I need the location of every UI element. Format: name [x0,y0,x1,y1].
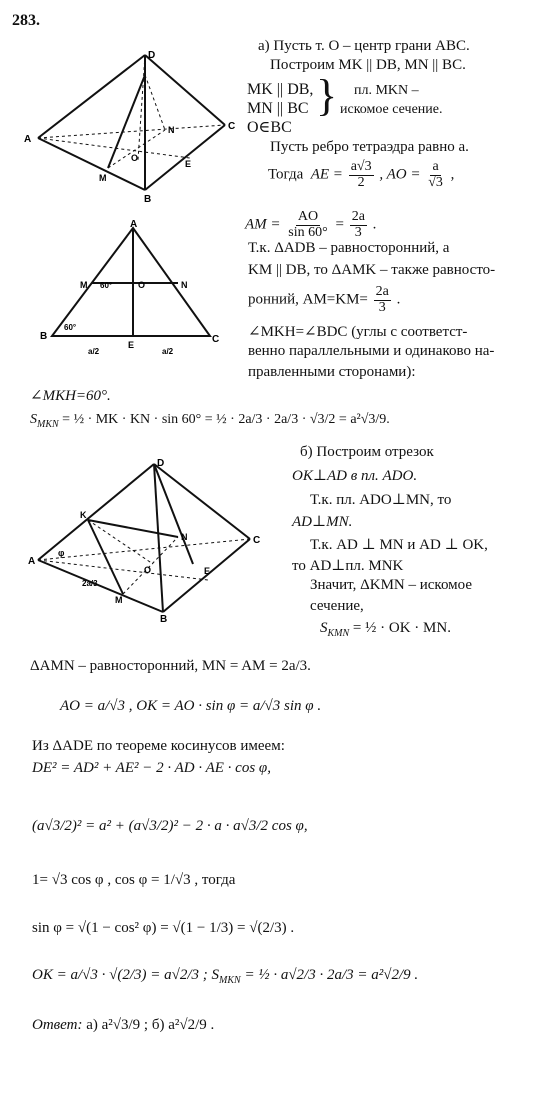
area-formula-kmn: $S_{KMN}$ = ½ · OK · MN. [320,620,451,639]
cosine-law: DE² = AD² + AE² − 2 · AD · AE · cos φ, [32,760,271,776]
cosine-title: Из ΔADE по теореме косинусов имеем: [32,738,285,754]
label-N: N [181,532,188,542]
angle-line1: ∠MKH=∠BDC (углы с соответст- [248,324,468,340]
system-conditions: MK || DB, MN || BC O∈BC [247,81,314,136]
label-M: M [80,280,88,290]
label-O: O [138,280,146,290]
label-E: E [128,340,135,350]
label-O: O [144,565,152,575]
answer-label: Ответ: [32,1017,83,1033]
angle-label-1: 60° [100,281,113,290]
fraction-label-2: a/2 [162,347,174,356]
label-O: O [131,153,139,163]
part-a-line3: Пусть ребро тетраэдра равно a. [270,139,469,155]
label-C: C [228,121,236,132]
part-b-line1: б) Построим отрезок [300,444,434,460]
label-M: M [99,173,107,183]
label-M: M [115,595,123,605]
cosine-substitution: (a√3/2)² = a² + (a√3/2)² − 2 · a · a√3/2 cos φ, [32,818,308,834]
label-E: E [204,566,211,576]
figure-tetrahedron-a [20,40,245,205]
label-C: C [212,334,220,345]
system-result: пл. MKN – искомое сечение. [340,83,443,117]
angle-label-2: 60° [64,323,77,332]
am-formula: AM = $\frac{AO}{\sin 60^\circ}$ = $\frac{2a}{3}$ . [245,209,377,240]
fraction-label-1: a/2 [88,347,100,356]
part-b-line2: OK⊥AD в пл. ADO. [292,468,418,484]
part-b-line7: Значит, ΔKMN – искомое [310,577,473,593]
label-C: C [253,535,261,546]
label-A: A [28,556,36,567]
problem-number: 283. [12,12,40,29]
tk-line3: ронний, AM=KM= $\frac{2a}{3}$ . [248,284,401,315]
label-N: N [168,125,175,135]
tk-line1: Т.к. ΔADB – равносторонний, а [248,240,450,256]
label-D: D [148,50,156,61]
label-B: B [40,331,48,342]
fraction-label: 2a/3 [82,579,98,588]
angle-line2: венно параллельными и одинаково на- [248,343,495,359]
figure-tetrahedron-b [28,452,273,622]
part-b-line8: сечение, [310,598,364,614]
part-b-line3: Т.к. пл. ADO⊥MN, то [310,492,452,508]
part-b-line4: AD⊥MN. [292,514,353,530]
label-B: B [144,194,152,205]
tk-line2: KM || DB, то ΔAMK – также равносто- [248,262,496,278]
label-D: D [157,458,165,469]
part-a-line1: а) Пусть т. O – центр грани ABC. [258,38,470,54]
cos-phi-line: 1= √3 cos φ , cos φ = 1/√3 , тогда [32,872,236,888]
answer-line [32,1017,214,1034]
angle-line3: правленными сторонами): [248,364,416,380]
system-brace: } [316,71,338,120]
angle-result: ∠MKH=60°. [30,388,111,404]
answer-value: а) a²√3/9 ; б) a²√2/9 . [86,1017,215,1033]
label-A: A [24,134,32,145]
part-a-line2: Построим MK || DB, MN || BC. [270,57,466,73]
amn-line: ΔAMN – равносторонний, MN = AM = 2a/3. [30,658,311,674]
ao-ok-line: AO = a/√3 , OK = AO · sin φ = a/√3 sin φ . [60,698,322,714]
ae-ao-formula: Тогда AE = $\frac{a√3}{2}$ , AO = $\frac{a}{√3}$ , [268,159,455,190]
label-N: N [181,280,188,290]
label-A: A [130,219,138,230]
label-B: B [160,614,168,622]
label-K: K [80,510,87,520]
sin-phi-line: sin φ = √(1 − cos² φ) = √(1 − 1/3) = √(2/3) . [32,920,295,936]
part-b-line5: Т.к. AD ⊥ MN и AD ⊥ OK, [310,537,488,553]
label-E: E [185,159,192,169]
area-formula-a: $S_{MKN}$ = ½ · MK · KN · sin 60° = ½ · 2a/3 · 2a/3 · √3/2 = a²√3/9. [30,412,390,430]
part-b-line6: то AD⊥пл. MNK [292,558,404,574]
ok-result-line: OK = a/√3 · √(2/3) = a√2/3 ; $S_{MKN}$ = ½ · a√2/3 · 2a/3 = a²√2/9 . [32,967,419,986]
figure-triangle [38,218,228,358]
phi-label: φ [58,548,65,558]
